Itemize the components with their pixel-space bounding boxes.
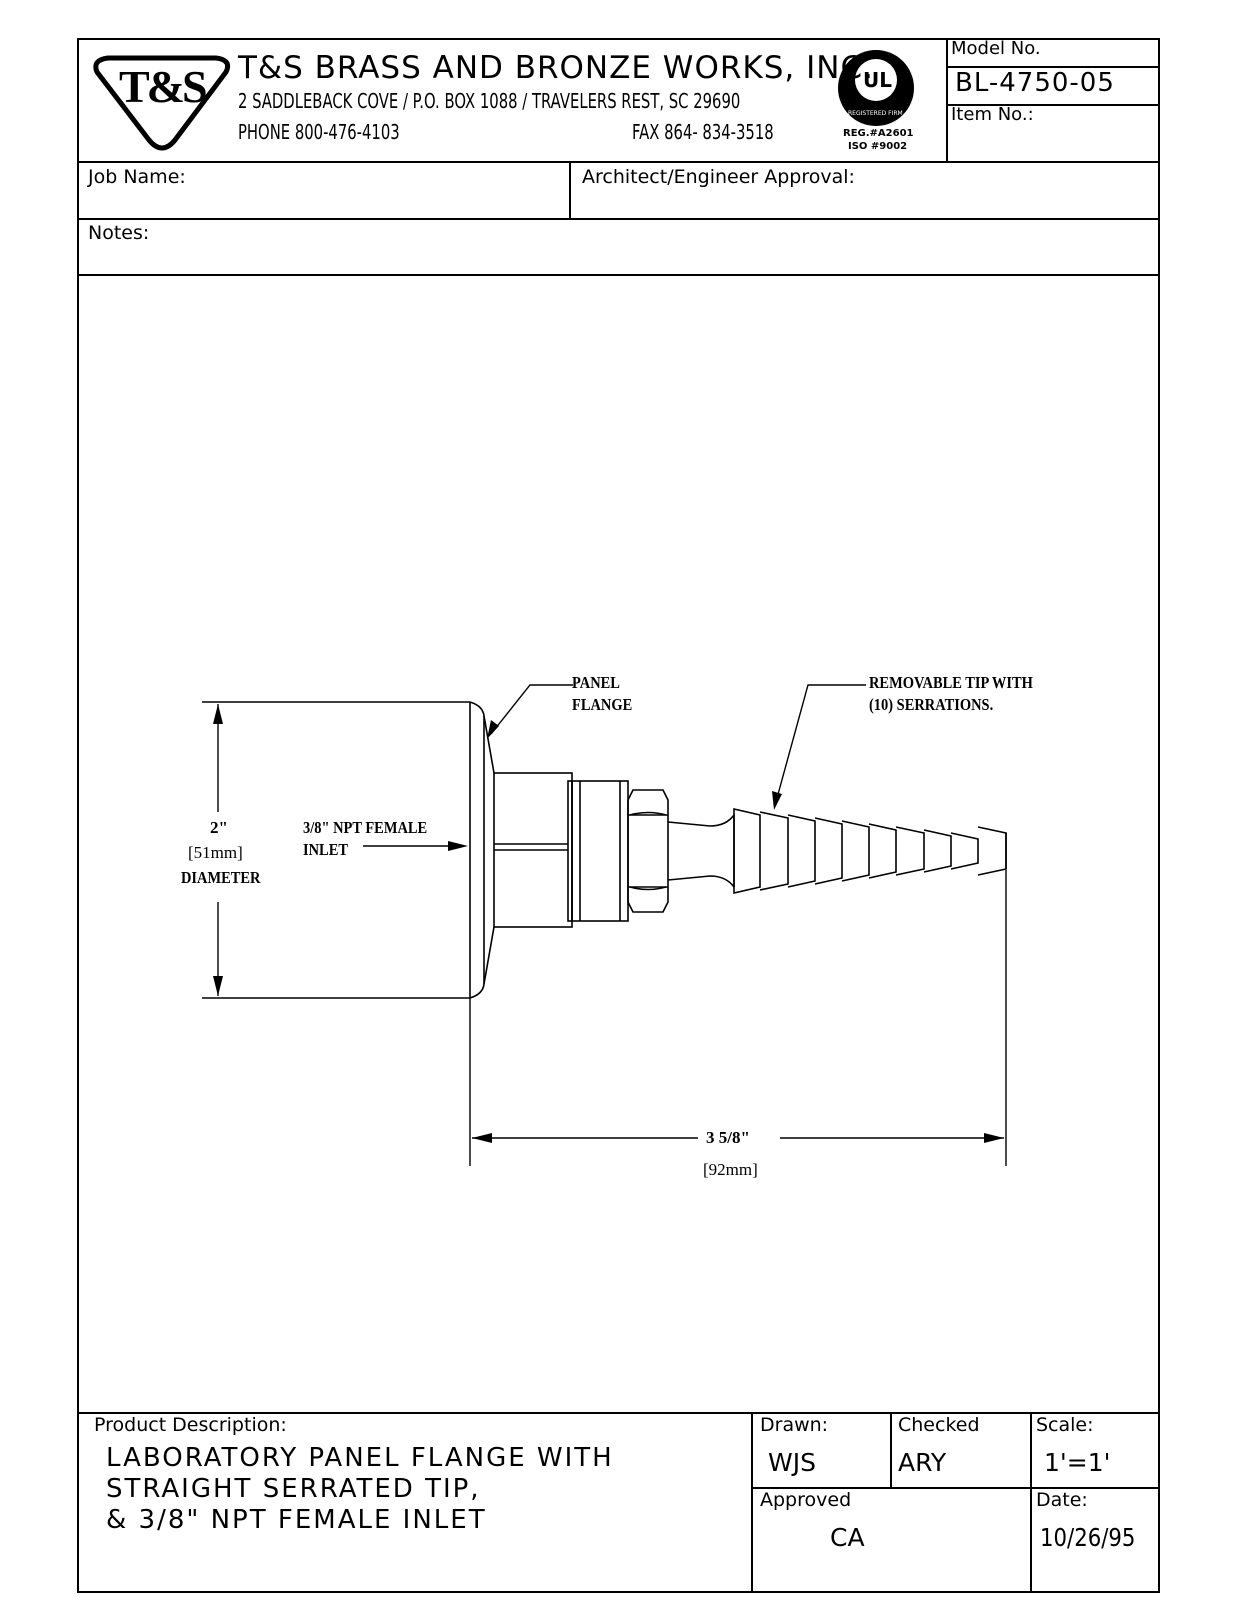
approved-label: Approved: [760, 1489, 852, 1511]
panel-flange-label-2: FLANGE: [572, 695, 633, 714]
product-line-3: & 3/8" NPT FEMALE INLET: [106, 1505, 487, 1535]
company-address: 2 SADDLEBACK COVE / P.O. BOX 1088 / TRAVELERS REST, SC 29690: [238, 89, 741, 113]
ts-logo-text: T&S: [119, 61, 205, 112]
diameter-label-2: [51mm]: [188, 843, 243, 862]
item-label: Item No.:: [951, 104, 1034, 125]
length-label-2: [92mm]: [703, 1160, 758, 1179]
panel-flange-label-1: PANEL: [572, 673, 620, 692]
removable-tip-label-2: (10) SERRATIONS.: [869, 695, 994, 714]
iso-number: ISO #9002: [848, 141, 908, 152]
architect-label: Architect/Engineer Approval:: [582, 166, 855, 188]
diameter-label-1: 2": [210, 818, 228, 837]
inlet-label-2: INLET: [303, 840, 348, 859]
approved-value: CA: [830, 1523, 865, 1552]
date-label: Date:: [1036, 1489, 1088, 1511]
inlet-label-1: 3/8" NPT FEMALE: [303, 818, 428, 837]
company-fax: FAX 864- 834-3518: [632, 120, 774, 144]
removable-tip-label-1: REMOVABLE TIP WITH: [869, 673, 1033, 692]
date-value: 10/26/95: [1040, 1523, 1136, 1552]
model-value: BL-4750-05: [955, 68, 1115, 98]
checked-label: Checked: [898, 1414, 980, 1436]
checked-value: ARY: [898, 1448, 947, 1477]
product-line-1: LABORATORY PANEL FLANGE WITH: [106, 1443, 614, 1473]
reg-number: REG.#A2601: [843, 128, 914, 139]
length-label-1: 3 5/8": [706, 1128, 750, 1147]
model-label: Model No.: [951, 38, 1041, 59]
drawn-label: Drawn:: [760, 1414, 829, 1436]
ul-logo-text: UL: [863, 68, 892, 92]
company-phone: PHONE 800-476-4103: [238, 120, 400, 144]
drawn-value: WJS: [768, 1448, 816, 1477]
diameter-label-3: DIAMETER: [181, 868, 261, 887]
scale-value: 1'=1': [1044, 1448, 1111, 1477]
notes-label: Notes:: [88, 222, 150, 244]
scale-label: Scale:: [1036, 1414, 1094, 1436]
arrowheads: [213, 704, 1004, 1143]
company-name: T&S BRASS AND BRONZE WORKS, INC.: [238, 50, 874, 86]
job-name-label: Job Name:: [88, 166, 186, 188]
ul-ring-text: REGISTERED FIRM: [848, 110, 903, 117]
product-description-label: Product Description:: [94, 1414, 287, 1436]
product-line-2: STRAIGHT SERRATED TIP,: [106, 1474, 481, 1504]
dimension-lines: [218, 685, 1006, 1166]
